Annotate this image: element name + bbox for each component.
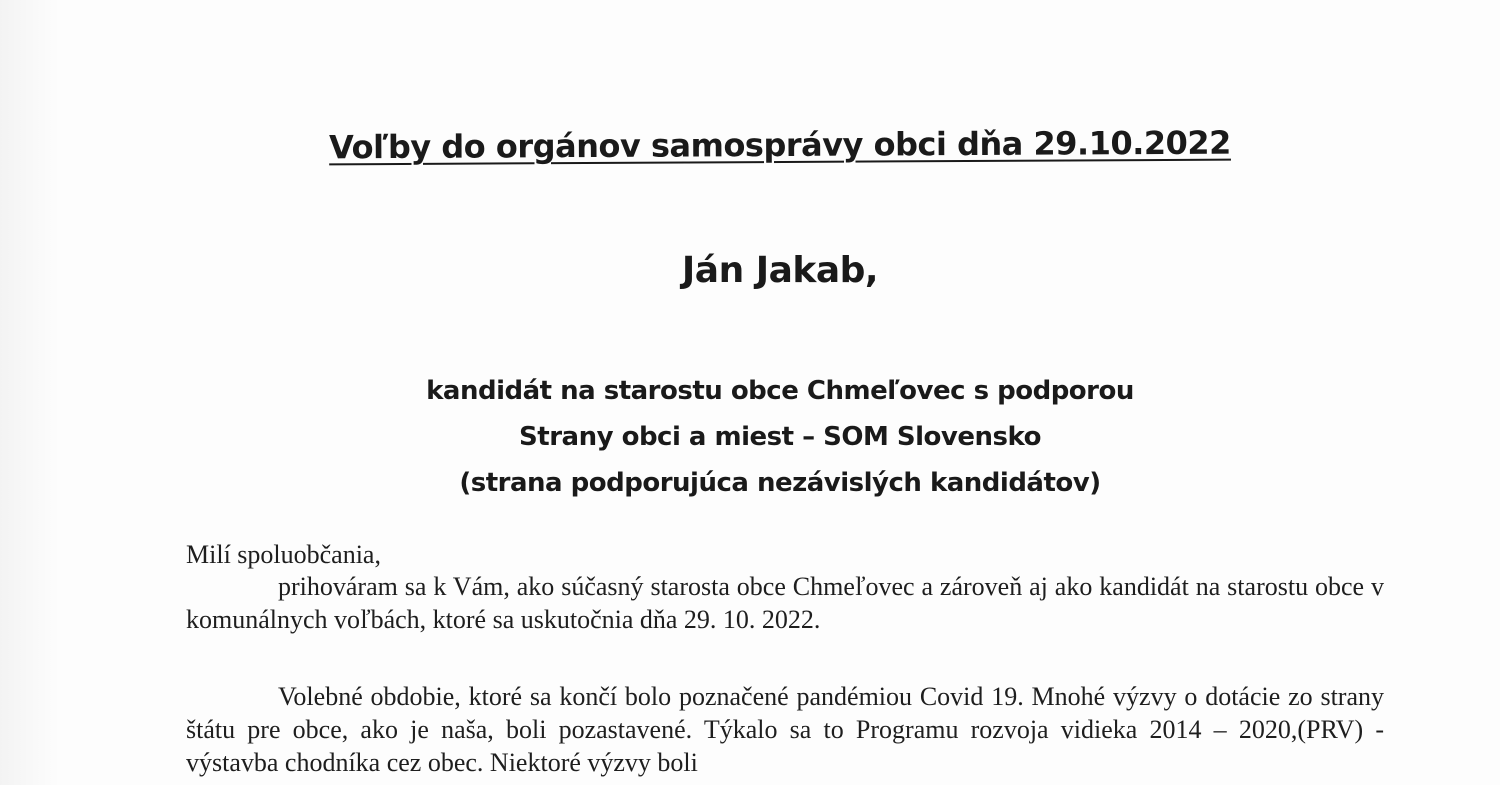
subtitle-line: kandidát na starostu obce Chmeľovec s podporou: [426, 376, 1134, 406]
document-title: Voľby do orgánov samosprávy obci dňa 29.10.2022: [329, 123, 1231, 167]
paragraph-intro: prihováram sa k Vám, ako súčasný starosta obce Chmeľovec a zároveň aj ako kandidát na starostu obce v komunálnych voľbách, ktoré sa uskutočnia dňa 29. 10. 2022.: [186, 572, 1384, 634]
paragraph-term-review: Volebné obdobie, ktoré sa končí bolo poznačené pandémiou Covid 19. Mnohé výzvy o dotácie zo strany štátu pre obce, ako je naša, boli pozastavené. Týkalo sa to Programu rozvoja vidieka 2014 – 2020,(PRV) - výstavba chodníka cez obec. Niektoré výzvy boli: [186, 682, 1384, 777]
salutation: Milí spoluobčania,: [186, 540, 381, 569]
candidate-name: Ján Jakab,: [681, 250, 879, 291]
candidate-subtitle: [30, 368, 1500, 506]
subtitle-line: Strany obci a miest – SOM Slovensko: [519, 422, 1041, 452]
subtitle-line: (strana podporujúca nezávislých kandidátov): [459, 468, 1101, 498]
